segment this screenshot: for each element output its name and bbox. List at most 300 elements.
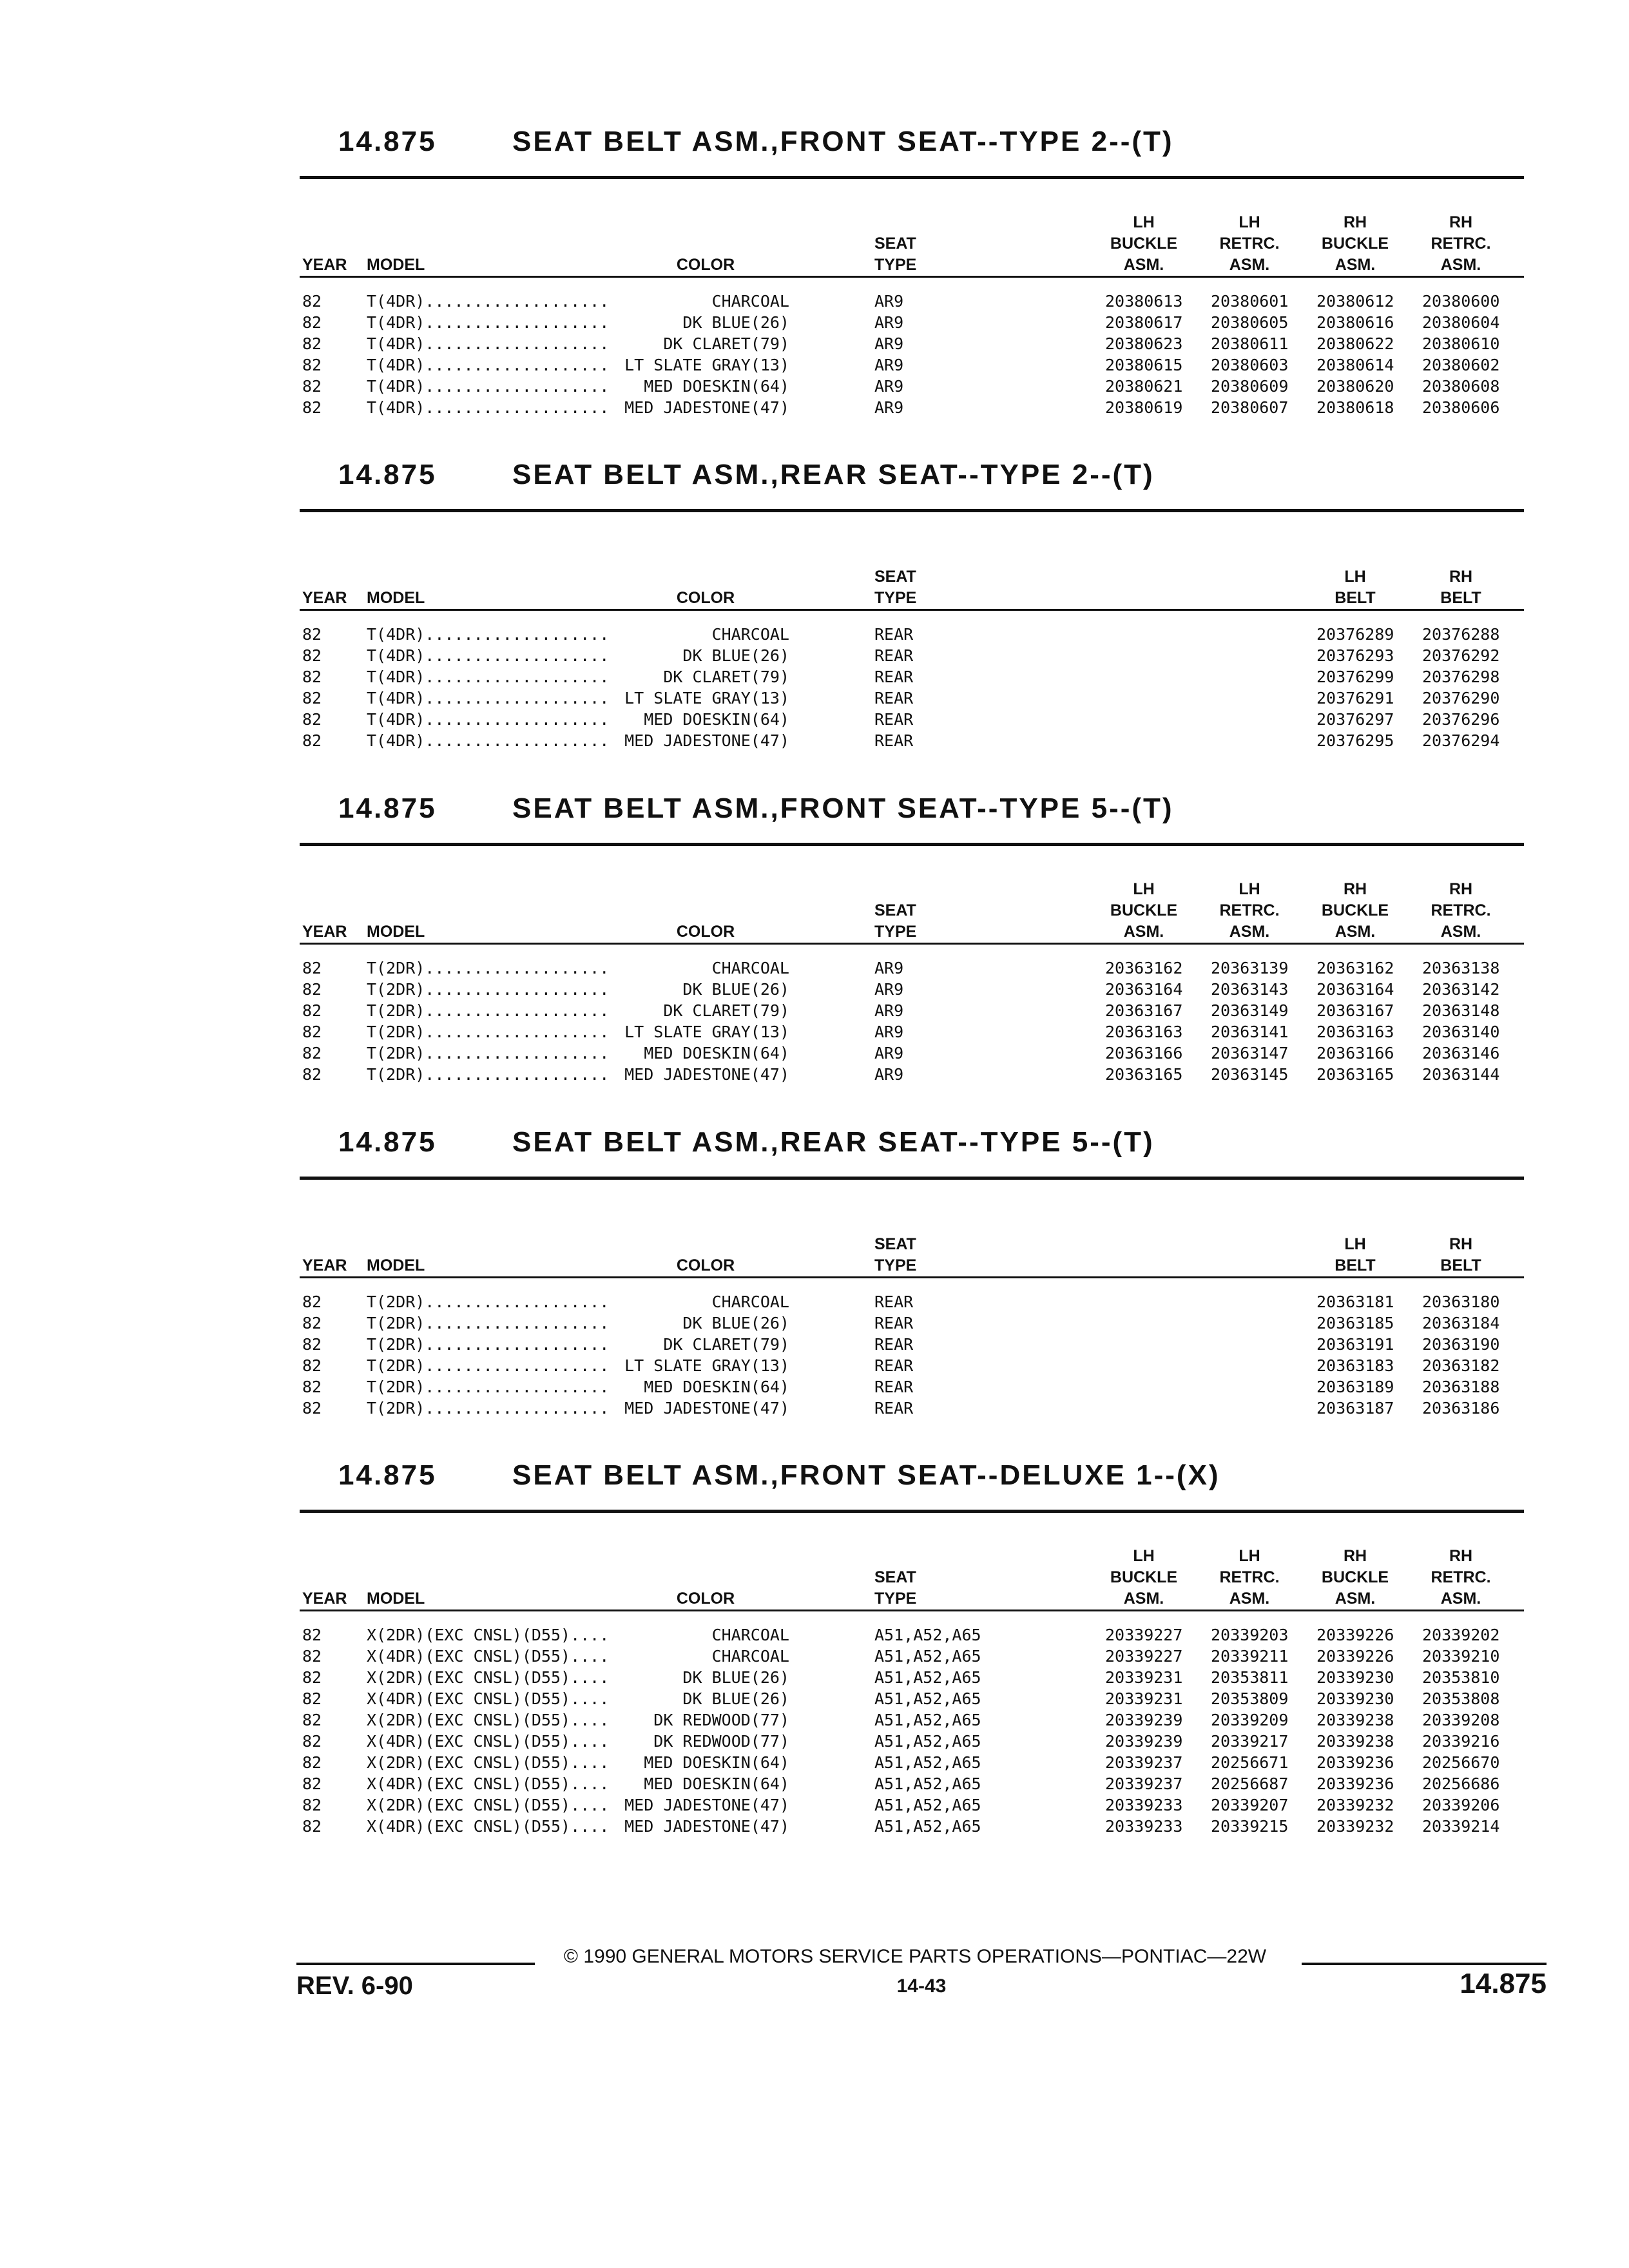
- section-title: SEAT BELT ASM.,REAR SEAT--TYPE 5--(T): [512, 1126, 1155, 1158]
- column-header: SEAT TYPE: [874, 1235, 917, 1274]
- rh-buckle-cell: 20339232: [1316, 1817, 1394, 1836]
- table-row: [300, 292, 1524, 313]
- table-row: [300, 1796, 1524, 1817]
- lh-belt-cell: 20363185: [1316, 1314, 1394, 1332]
- rh-belt-cell: 20363190: [1422, 1335, 1500, 1354]
- year-cell: 82: [302, 1647, 322, 1666]
- seat-type-cell: AR9: [874, 1023, 904, 1041]
- lh-belt-cell: 20363183: [1316, 1356, 1394, 1375]
- rh-retractor-cell: 20339216: [1422, 1732, 1500, 1751]
- lh-buckle-cell: 20363167: [1105, 1001, 1183, 1020]
- rh-buckle-cell: 20380620: [1316, 377, 1394, 396]
- model-cell: T(2DR)...................: [367, 1314, 610, 1332]
- year-cell: 82: [302, 625, 322, 644]
- model-cell: T(4DR)...................: [367, 646, 610, 665]
- rh-belt-cell: 20376292: [1422, 646, 1500, 665]
- column-header: SEAT TYPE: [874, 901, 917, 941]
- section-number: 14.875: [338, 793, 437, 824]
- lh-retractor-cell: 20339207: [1211, 1796, 1289, 1814]
- lh-retractor-cell: 20380609: [1211, 377, 1289, 396]
- year-cell: 82: [302, 1817, 322, 1836]
- column-header: RH BUCKLE ASM.: [1321, 880, 1389, 941]
- color-cell: DK BLUE(26): [682, 980, 789, 999]
- column-header: COLOR: [676, 256, 735, 274]
- seat-type-cell: REAR: [874, 1399, 914, 1418]
- color-cell: DK BLUE(26): [682, 313, 789, 332]
- column-headers: [300, 179, 1524, 276]
- model-cell: T(4DR)...................: [367, 398, 610, 417]
- year-cell: 82: [302, 1314, 322, 1332]
- table-row: [300, 1065, 1524, 1086]
- column-header: LH BUCKLE ASM.: [1110, 880, 1178, 941]
- column-header: YEAR: [302, 1590, 347, 1608]
- year-cell: 82: [302, 1774, 322, 1793]
- table-row: [300, 625, 1524, 646]
- seat-type-cell: REAR: [874, 646, 914, 665]
- year-cell: 82: [302, 1668, 322, 1687]
- section-title: SEAT BELT ASM.,FRONT SEAT--TYPE 5--(T): [512, 793, 1174, 824]
- lh-buckle-cell: 20380621: [1105, 377, 1183, 396]
- seat-type-cell: A51,A52,A65: [874, 1774, 981, 1793]
- table-body: [300, 278, 1524, 419]
- parts-section: [300, 793, 1524, 1086]
- table-row: [300, 313, 1524, 334]
- seat-type-cell: REAR: [874, 1314, 914, 1332]
- color-cell: MED DOESKIN(64): [644, 377, 789, 396]
- model-cell: X(2DR)(EXC CNSL)(D55)....: [367, 1626, 610, 1644]
- model-cell: T(4DR)...................: [367, 356, 610, 374]
- table-row: [300, 377, 1524, 398]
- parts-section: [300, 1126, 1524, 1420]
- color-cell: MED JADESTONE(47): [624, 1817, 789, 1836]
- column-headers: [300, 512, 1524, 609]
- lh-buckle-cell: 20339227: [1105, 1647, 1183, 1666]
- section-heading: [300, 1126, 1524, 1171]
- rh-belt-cell: 20363184: [1422, 1314, 1500, 1332]
- model-cell: T(4DR)...................: [367, 625, 610, 644]
- seat-type-cell: A51,A52,A65: [874, 1668, 981, 1687]
- section-title: SEAT BELT ASM.,FRONT SEAT--DELUXE 1--(X): [512, 1459, 1220, 1491]
- rh-buckle-cell: 20363162: [1316, 959, 1394, 977]
- column-header: RH RETRC. ASM.: [1431, 880, 1491, 941]
- table-row: [300, 1753, 1524, 1774]
- color-cell: DK CLARET(79): [663, 1001, 789, 1020]
- year-cell: 82: [302, 377, 322, 396]
- year-cell: 82: [302, 731, 322, 750]
- seat-type-cell: A51,A52,A65: [874, 1796, 981, 1814]
- color-cell: CHARCOAL: [711, 292, 789, 311]
- section-heading: [300, 793, 1524, 838]
- footer-section-number: 14.875: [1460, 1968, 1547, 1999]
- lh-buckle-cell: 20339227: [1105, 1626, 1183, 1644]
- color-cell: CHARCOAL: [711, 1626, 789, 1644]
- color-cell: MED JADESTONE(47): [624, 1065, 789, 1084]
- column-header: COLOR: [676, 1590, 735, 1608]
- year-cell: 82: [302, 1065, 322, 1084]
- lh-retractor-cell: 20256687: [1211, 1774, 1289, 1793]
- column-header: RH BUCKLE ASM.: [1321, 1547, 1389, 1608]
- rh-buckle-cell: 20363163: [1316, 1023, 1394, 1041]
- color-cell: LT SLATE GRAY(13): [624, 356, 789, 374]
- lh-buckle-cell: 20363164: [1105, 980, 1183, 999]
- year-cell: 82: [302, 1023, 322, 1041]
- rh-retractor-cell: 20380610: [1422, 334, 1500, 353]
- year-cell: 82: [302, 710, 322, 729]
- seat-type-cell: REAR: [874, 1356, 914, 1375]
- seat-type-cell: AR9: [874, 292, 904, 311]
- lh-retractor-cell: 20363139: [1211, 959, 1289, 977]
- lh-belt-cell: 20376289: [1316, 625, 1394, 644]
- model-cell: T(2DR)...................: [367, 1044, 610, 1062]
- rh-buckle-cell: 20380614: [1316, 356, 1394, 374]
- color-cell: MED JADESTONE(47): [624, 1796, 789, 1814]
- lh-retractor-cell: 20363149: [1211, 1001, 1289, 1020]
- rh-buckle-cell: 20380612: [1316, 292, 1394, 311]
- lh-buckle-cell: 20380615: [1105, 356, 1183, 374]
- column-header: RH BELT: [1440, 1235, 1481, 1274]
- parts-section: [300, 126, 1524, 419]
- model-cell: X(4DR)(EXC CNSL)(D55)....: [367, 1647, 610, 1666]
- rh-retractor-cell: 20363142: [1422, 980, 1500, 999]
- year-cell: 82: [302, 1626, 322, 1644]
- column-header: MODEL: [367, 923, 425, 941]
- rh-buckle-cell: 20380616: [1316, 313, 1394, 332]
- color-cell: DK REDWOOD(77): [653, 1732, 789, 1751]
- year-cell: 82: [302, 1753, 322, 1772]
- seat-type-cell: A51,A52,A65: [874, 1647, 981, 1666]
- table-row: [300, 959, 1524, 980]
- seat-type-cell: REAR: [874, 1335, 914, 1354]
- table-row: [300, 1689, 1524, 1711]
- lh-buckle-cell: 20380623: [1105, 334, 1183, 353]
- seat-type-cell: AR9: [874, 377, 904, 396]
- lh-buckle-cell: 20363162: [1105, 959, 1183, 977]
- column-header: RH BELT: [1440, 568, 1481, 607]
- rh-retractor-cell: 20353808: [1422, 1689, 1500, 1708]
- year-cell: 82: [302, 959, 322, 977]
- table-row: [300, 731, 1524, 753]
- color-cell: MED DOESKIN(64): [644, 1378, 789, 1396]
- page-footer: [296, 1946, 1547, 2036]
- year-cell: 82: [302, 646, 322, 665]
- seat-type-cell: REAR: [874, 625, 914, 644]
- year-cell: 82: [302, 334, 322, 353]
- color-cell: CHARCOAL: [711, 959, 789, 977]
- color-cell: DK REDWOOD(77): [653, 1711, 789, 1729]
- model-cell: X(4DR)(EXC CNSL)(D55)....: [367, 1817, 610, 1836]
- year-cell: 82: [302, 1689, 322, 1708]
- column-header: SEAT TYPE: [874, 568, 917, 607]
- table-row: [300, 1399, 1524, 1420]
- column-header: RH RETRC. ASM.: [1431, 213, 1491, 274]
- year-cell: 82: [302, 1044, 322, 1062]
- rh-retractor-cell: 20380608: [1422, 377, 1500, 396]
- rh-buckle-cell: 20339232: [1316, 1796, 1394, 1814]
- model-cell: T(4DR)...................: [367, 334, 610, 353]
- column-header: COLOR: [676, 1256, 735, 1274]
- rh-retractor-cell: 20339208: [1422, 1711, 1500, 1729]
- section-heading: [300, 1459, 1524, 1504]
- table-row: [300, 710, 1524, 731]
- table-row: [300, 646, 1524, 668]
- model-cell: T(4DR)...................: [367, 689, 610, 707]
- lh-retractor-cell: 20363147: [1211, 1044, 1289, 1062]
- year-cell: 82: [302, 1399, 322, 1418]
- column-header: SEAT TYPE: [874, 235, 917, 274]
- column-header: LH RETRC. ASM.: [1219, 213, 1280, 274]
- color-cell: DK BLUE(26): [682, 1668, 789, 1687]
- rh-retractor-cell: 20339202: [1422, 1626, 1500, 1644]
- column-header: RH RETRC. ASM.: [1431, 1547, 1491, 1608]
- lh-retractor-cell: 20339209: [1211, 1711, 1289, 1729]
- seat-type-cell: A51,A52,A65: [874, 1817, 981, 1836]
- column-header: MODEL: [367, 589, 425, 607]
- copyright-notice: © 1990 GENERAL MOTORS SERVICE PARTS OPERATIONS—PONTIAC—22W: [563, 1946, 1267, 1967]
- lh-retractor-cell: 20380603: [1211, 356, 1289, 374]
- table-row: [300, 668, 1524, 689]
- lh-buckle-cell: 20339239: [1105, 1711, 1183, 1729]
- seat-type-cell: REAR: [874, 1378, 914, 1396]
- color-cell: CHARCOAL: [711, 1293, 789, 1311]
- model-cell: T(4DR)...................: [367, 377, 610, 396]
- rh-retractor-cell: 20363146: [1422, 1044, 1500, 1062]
- column-header: YEAR: [302, 923, 347, 941]
- seat-type-cell: AR9: [874, 980, 904, 999]
- rh-buckle-cell: 20380618: [1316, 398, 1394, 417]
- rh-retractor-cell: 20380600: [1422, 292, 1500, 311]
- lh-belt-cell: 20376297: [1316, 710, 1394, 729]
- year-cell: 82: [302, 668, 322, 686]
- model-cell: T(2DR)...................: [367, 1023, 610, 1041]
- lh-buckle-cell: 20380617: [1105, 313, 1183, 332]
- section-number: 14.875: [338, 126, 437, 157]
- year-cell: 82: [302, 689, 322, 707]
- seat-type-cell: A51,A52,A65: [874, 1626, 981, 1644]
- seat-type-cell: AR9: [874, 1065, 904, 1084]
- table-row: [300, 1335, 1524, 1356]
- rh-buckle-cell: 20339230: [1316, 1689, 1394, 1708]
- page-number: 14-43: [896, 1975, 947, 1997]
- column-header: SEAT TYPE: [874, 1568, 917, 1608]
- seat-type-cell: REAR: [874, 1293, 914, 1311]
- rh-buckle-cell: 20339230: [1316, 1668, 1394, 1687]
- color-cell: MED DOESKIN(64): [644, 1044, 789, 1062]
- column-header: RH BUCKLE ASM.: [1321, 213, 1389, 274]
- model-cell: T(4DR)...................: [367, 292, 610, 311]
- lh-buckle-cell: 20339231: [1105, 1689, 1183, 1708]
- lh-retractor-cell: 20339215: [1211, 1817, 1289, 1836]
- footer-rule-right: [1302, 1963, 1547, 1965]
- section-title: SEAT BELT ASM.,FRONT SEAT--TYPE 2--(T): [512, 126, 1174, 157]
- lh-retractor-cell: 20339211: [1211, 1647, 1289, 1666]
- footer-rule-left: [296, 1963, 535, 1965]
- color-cell: CHARCOAL: [711, 1647, 789, 1666]
- model-cell: T(2DR)...................: [367, 1335, 610, 1354]
- year-cell: 82: [302, 1356, 322, 1375]
- color-cell: CHARCOAL: [711, 625, 789, 644]
- rh-buckle-cell: 20339226: [1316, 1626, 1394, 1644]
- model-cell: T(2DR)...................: [367, 959, 610, 977]
- seat-type-cell: A51,A52,A65: [874, 1689, 981, 1708]
- model-cell: T(4DR)...................: [367, 731, 610, 750]
- column-header: LH BUCKLE ASM.: [1110, 1547, 1178, 1608]
- lh-buckle-cell: 20363165: [1105, 1065, 1183, 1084]
- column-header: LH RETRC. ASM.: [1219, 880, 1280, 941]
- section-heading: [300, 126, 1524, 171]
- lh-belt-cell: 20363191: [1316, 1335, 1394, 1354]
- section-title: SEAT BELT ASM.,REAR SEAT--TYPE 2--(T): [512, 459, 1155, 490]
- year-cell: 82: [302, 398, 322, 417]
- table-body: [300, 945, 1524, 1086]
- rh-belt-cell: 20376298: [1422, 668, 1500, 686]
- column-header: MODEL: [367, 1256, 425, 1274]
- lh-retractor-cell: 20380607: [1211, 398, 1289, 417]
- rh-buckle-cell: 20363164: [1316, 980, 1394, 999]
- rh-belt-cell: 20376296: [1422, 710, 1500, 729]
- section-heading: [300, 459, 1524, 504]
- seat-type-cell: AR9: [874, 334, 904, 353]
- rh-retractor-cell: 20363138: [1422, 959, 1500, 977]
- lh-buckle-cell: 20380613: [1105, 292, 1183, 311]
- seat-type-cell: A51,A52,A65: [874, 1711, 981, 1729]
- column-header: YEAR: [302, 1256, 347, 1274]
- table-row: [300, 689, 1524, 710]
- table-row: [300, 1732, 1524, 1753]
- model-cell: T(2DR)...................: [367, 1065, 610, 1084]
- model-cell: X(4DR)(EXC CNSL)(D55)....: [367, 1689, 610, 1708]
- lh-belt-cell: 20376295: [1316, 731, 1394, 750]
- rh-retractor-cell: 20380606: [1422, 398, 1500, 417]
- rh-buckle-cell: 20339238: [1316, 1711, 1394, 1729]
- lh-buckle-cell: 20339237: [1105, 1774, 1183, 1793]
- table-body: [300, 1278, 1524, 1420]
- lh-retractor-cell: 20380611: [1211, 334, 1289, 353]
- model-cell: T(2DR)...................: [367, 1293, 610, 1311]
- lh-belt-cell: 20363187: [1316, 1399, 1394, 1418]
- rh-belt-cell: 20363188: [1422, 1378, 1500, 1396]
- table-row: [300, 1817, 1524, 1838]
- column-header: MODEL: [367, 256, 425, 274]
- table-row: [300, 1774, 1524, 1796]
- lh-retractor-cell: 20353811: [1211, 1668, 1289, 1687]
- column-header: LH RETRC. ASM.: [1219, 1547, 1280, 1608]
- rh-buckle-cell: 20339226: [1316, 1647, 1394, 1666]
- table-row: [300, 334, 1524, 356]
- seat-type-cell: A51,A52,A65: [874, 1732, 981, 1751]
- lh-buckle-cell: 20363163: [1105, 1023, 1183, 1041]
- model-cell: T(2DR)...................: [367, 1399, 610, 1418]
- column-header: COLOR: [676, 923, 735, 941]
- rh-retractor-cell: 20256686: [1422, 1774, 1500, 1793]
- lh-buckle-cell: 20339239: [1105, 1732, 1183, 1751]
- column-headers: [300, 1180, 1524, 1276]
- rh-belt-cell: 20363186: [1422, 1399, 1500, 1418]
- rh-retractor-cell: 20339206: [1422, 1796, 1500, 1814]
- seat-type-cell: REAR: [874, 731, 914, 750]
- table-row: [300, 980, 1524, 1001]
- model-cell: T(4DR)...................: [367, 313, 610, 332]
- parts-section: [300, 459, 1524, 753]
- model-cell: X(4DR)(EXC CNSL)(D55)....: [367, 1774, 610, 1793]
- column-header: LH BELT: [1335, 568, 1376, 607]
- table-row: [300, 1356, 1524, 1378]
- rh-belt-cell: 20363180: [1422, 1293, 1500, 1311]
- lh-buckle-cell: 20339233: [1105, 1796, 1183, 1814]
- year-cell: 82: [302, 1378, 322, 1396]
- lh-buckle-cell: 20363166: [1105, 1044, 1183, 1062]
- table-row: [300, 1293, 1524, 1314]
- lh-buckle-cell: 20380619: [1105, 398, 1183, 417]
- color-cell: DK CLARET(79): [663, 668, 789, 686]
- model-cell: T(4DR)...................: [367, 668, 610, 686]
- color-cell: LT SLATE GRAY(13): [624, 1356, 789, 1375]
- model-cell: T(4DR)...................: [367, 710, 610, 729]
- rh-buckle-cell: 20339236: [1316, 1774, 1394, 1793]
- year-cell: 82: [302, 356, 322, 374]
- year-cell: 82: [302, 313, 322, 332]
- column-header: YEAR: [302, 589, 347, 607]
- year-cell: 82: [302, 1293, 322, 1311]
- color-cell: MED JADESTONE(47): [624, 1399, 789, 1418]
- lh-retractor-cell: 20380601: [1211, 292, 1289, 311]
- lh-belt-cell: 20363181: [1316, 1293, 1394, 1311]
- parts-section: [300, 1459, 1524, 1838]
- color-cell: DK BLUE(26): [682, 1689, 789, 1708]
- seat-type-cell: REAR: [874, 668, 914, 686]
- table-row: [300, 1044, 1524, 1065]
- rh-retractor-cell: 20363140: [1422, 1023, 1500, 1041]
- rh-retractor-cell: 20363148: [1422, 1001, 1500, 1020]
- rh-retractor-cell: 20339214: [1422, 1817, 1500, 1836]
- lh-retractor-cell: 20256671: [1211, 1753, 1289, 1772]
- model-cell: X(2DR)(EXC CNSL)(D55)....: [367, 1668, 610, 1687]
- seat-type-cell: A51,A52,A65: [874, 1753, 981, 1772]
- section-number: 14.875: [338, 459, 437, 490]
- table-row: [300, 1378, 1524, 1399]
- column-headers: [300, 1513, 1524, 1610]
- year-cell: 82: [302, 980, 322, 999]
- rh-retractor-cell: 20380602: [1422, 356, 1500, 374]
- lh-belt-cell: 20376293: [1316, 646, 1394, 665]
- lh-retractor-cell: 20339203: [1211, 1626, 1289, 1644]
- model-cell: X(4DR)(EXC CNSL)(D55)....: [367, 1732, 610, 1751]
- model-cell: X(2DR)(EXC CNSL)(D55)....: [367, 1796, 610, 1814]
- rh-retractor-cell: 20353810: [1422, 1668, 1500, 1687]
- column-header: MODEL: [367, 1590, 425, 1608]
- seat-type-cell: REAR: [874, 710, 914, 729]
- lh-retractor-cell: 20339217: [1211, 1732, 1289, 1751]
- rh-buckle-cell: 20363165: [1316, 1065, 1394, 1084]
- rh-retractor-cell: 20380604: [1422, 313, 1500, 332]
- table-row: [300, 356, 1524, 377]
- rh-belt-cell: 20376290: [1422, 689, 1500, 707]
- rh-retractor-cell: 20363144: [1422, 1065, 1500, 1084]
- seat-type-cell: REAR: [874, 689, 914, 707]
- model-cell: T(2DR)...................: [367, 1378, 610, 1396]
- table-row: [300, 1314, 1524, 1335]
- rh-belt-cell: 20376288: [1422, 625, 1500, 644]
- color-cell: DK CLARET(79): [663, 1335, 789, 1354]
- model-cell: X(2DR)(EXC CNSL)(D55)....: [367, 1711, 610, 1729]
- rh-buckle-cell: 20339236: [1316, 1753, 1394, 1772]
- revision-label: REV. 6-90: [296, 1972, 413, 2000]
- rh-buckle-cell: 20339238: [1316, 1732, 1394, 1751]
- lh-retractor-cell: 20363141: [1211, 1023, 1289, 1041]
- table-row: [300, 1647, 1524, 1668]
- model-cell: X(2DR)(EXC CNSL)(D55)....: [367, 1753, 610, 1772]
- lh-retractor-cell: 20353809: [1211, 1689, 1289, 1708]
- rh-retractor-cell: 20256670: [1422, 1753, 1500, 1772]
